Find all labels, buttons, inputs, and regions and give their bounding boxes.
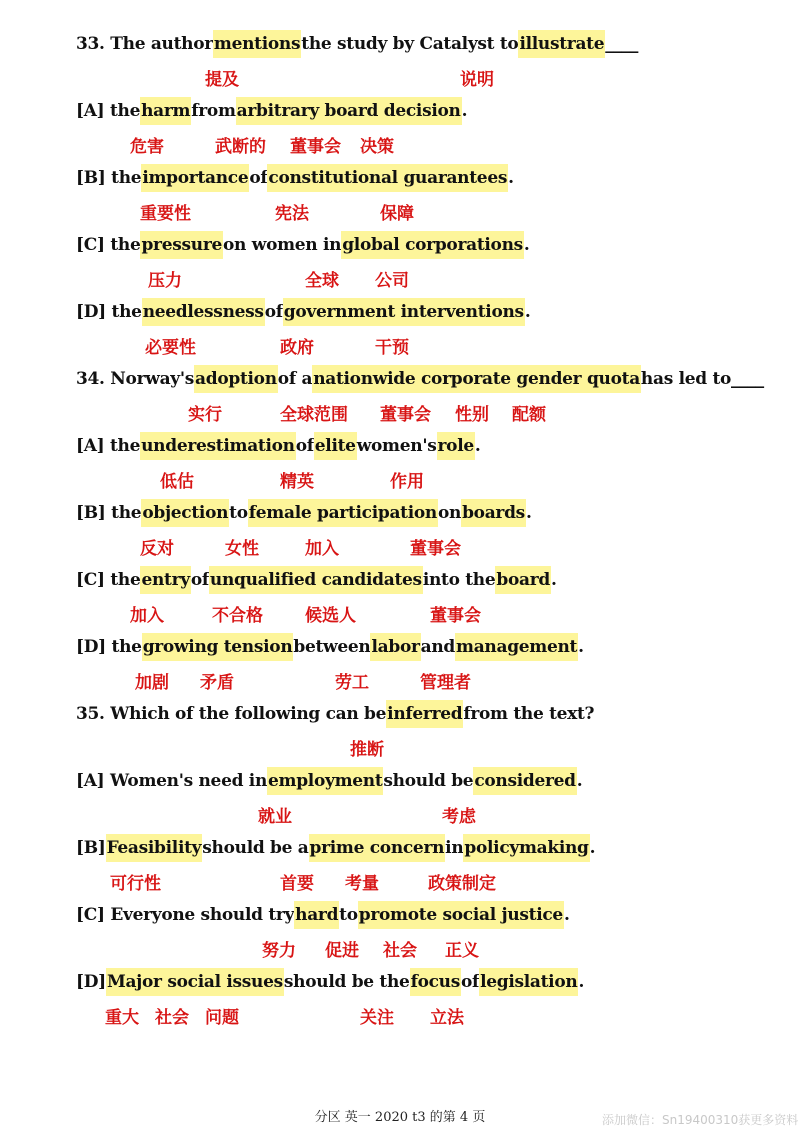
text-segment: ____	[605, 34, 639, 54]
text-segment: .	[461, 101, 468, 121]
annotation-gloss: 女性	[225, 539, 259, 559]
annotation-gloss: 董事会	[380, 405, 431, 425]
text-segment: in	[445, 838, 464, 858]
text-segment: of	[190, 570, 209, 590]
annotation-gloss: 政策制定	[428, 874, 496, 894]
text-segment: the study by Catalyst to	[301, 34, 519, 54]
text-segment: from	[191, 101, 236, 121]
highlighted-keyword: considered	[473, 767, 576, 795]
annotation-gloss: 宪法	[275, 204, 309, 224]
annotation-gloss: 首要	[280, 874, 314, 894]
text-segment: [A] Women's need in	[76, 771, 268, 791]
text-segment: women's	[356, 436, 437, 456]
annotation-gloss: 配额	[512, 405, 546, 425]
highlighted-keyword: board	[495, 566, 551, 594]
text-segment: from the text?	[463, 704, 595, 724]
highlighted-keyword: entry	[140, 566, 190, 594]
text-segment: .	[474, 436, 481, 456]
highlighted-keyword: nationwide corporate gender quota	[312, 365, 641, 393]
annotation-gloss: 正义	[445, 941, 479, 961]
text-segment: and	[420, 637, 456, 657]
annotation-gloss: 考虑	[442, 807, 476, 827]
annotation-gloss: 社会	[155, 1008, 189, 1028]
text-segment: .	[508, 168, 514, 188]
text-segment: [C] the	[76, 235, 141, 255]
annotation-gloss: 全球范围	[280, 405, 348, 425]
annotation-gloss: 重要性	[140, 204, 191, 224]
highlighted-keyword: focus	[410, 968, 461, 996]
text-segment: [B]	[76, 838, 106, 858]
highlighted-keyword: constitutional guarantees	[267, 164, 508, 192]
text-segment: .	[576, 771, 583, 791]
highlighted-keyword: policymaking	[463, 834, 589, 862]
text-segment: on	[437, 503, 462, 523]
annotation-gloss: 保障	[380, 204, 414, 224]
highlighted-keyword: pressure	[140, 231, 223, 259]
text-segment: [A] the	[76, 101, 141, 121]
annotation-gloss: 推断	[350, 740, 384, 760]
answer-option	[76, 767, 582, 795]
page-footer: 分区 英一 2020 t3 的第 4 页	[314, 1110, 486, 1125]
text-segment: [A] the	[76, 436, 141, 456]
annotation-gloss: 关注	[360, 1008, 394, 1028]
highlighted-keyword: employment	[267, 767, 383, 795]
text-segment: of a	[277, 369, 313, 389]
text-segment: between	[293, 637, 371, 657]
annotation-gloss: 武断的	[215, 137, 266, 157]
answer-option	[76, 164, 514, 192]
annotation-gloss: 立法	[430, 1008, 464, 1028]
highlighted-keyword: boards	[461, 499, 526, 527]
text-segment: 33. The author	[76, 34, 213, 54]
text-segment: [D] the	[76, 302, 142, 322]
answer-option	[76, 231, 530, 259]
highlighted-keyword: promote social justice	[358, 901, 564, 929]
text-segment: to	[229, 503, 248, 523]
answer-option	[76, 499, 532, 527]
annotation-gloss: 危害	[130, 137, 164, 157]
highlighted-keyword: illustrate	[518, 30, 605, 58]
text-segment: .	[589, 838, 596, 858]
highlighted-keyword: legislation	[479, 968, 578, 996]
annotation-gloss: 提及	[205, 70, 239, 90]
answer-option	[76, 432, 481, 460]
question-stem	[76, 365, 764, 393]
watermark: 添加微信：Sn19400310获更多资料	[602, 1113, 799, 1127]
text-segment: into the	[422, 570, 496, 590]
highlighted-keyword: Feasibility	[106, 834, 203, 862]
answer-option	[76, 633, 584, 661]
answer-option	[76, 968, 584, 996]
text-segment: on women in	[223, 235, 342, 255]
annotation-gloss: 加入	[305, 539, 339, 559]
text-segment: .	[578, 972, 585, 992]
text-segment: [B] the	[76, 168, 142, 188]
annotation-gloss: 重大	[105, 1008, 139, 1028]
highlighted-keyword: needlessness	[142, 298, 265, 326]
annotation-gloss: 劳工	[335, 673, 369, 693]
annotation-gloss: 压力	[148, 271, 182, 291]
annotation-gloss: 加剧	[135, 673, 169, 693]
text-segment: 35. Which of the following can be	[76, 704, 387, 724]
highlighted-keyword: unqualified candidates	[209, 566, 423, 594]
highlighted-keyword: management	[455, 633, 578, 661]
highlighted-keyword: inferred	[386, 700, 463, 728]
highlighted-keyword: growing tension	[142, 633, 294, 661]
text-segment: should be the	[283, 972, 410, 992]
text-segment: .	[525, 503, 532, 523]
annotation-gloss: 就业	[258, 807, 292, 827]
annotation-gloss: 干预	[375, 338, 409, 358]
answer-option	[76, 566, 557, 594]
highlighted-keyword: female participation	[248, 499, 438, 527]
text-segment: of	[249, 168, 268, 188]
text-segment: to	[339, 905, 358, 925]
highlighted-keyword: harm	[140, 97, 191, 125]
annotation-gloss: 可行性	[110, 874, 161, 894]
text-segment: [C] Everyone should try	[76, 905, 295, 925]
text-segment: 34. Norway's	[76, 369, 195, 389]
annotation-gloss: 不合格	[212, 606, 263, 626]
annotation-gloss: 作用	[390, 472, 424, 492]
text-segment: of	[461, 972, 480, 992]
highlighted-keyword: underestimation	[140, 432, 296, 460]
annotation-gloss: 问题	[205, 1008, 239, 1028]
highlighted-keyword: prime concern	[309, 834, 446, 862]
highlighted-keyword: Major social issues	[106, 968, 284, 996]
annotation-gloss: 精英	[280, 472, 314, 492]
annotation-gloss: 政府	[280, 338, 314, 358]
highlighted-keyword: elite	[314, 432, 357, 460]
question-stem	[76, 30, 638, 58]
text-segment: [D]	[76, 972, 106, 992]
highlighted-keyword: government interventions	[283, 298, 525, 326]
annotation-gloss: 低估	[160, 472, 194, 492]
answer-option	[76, 901, 570, 929]
answer-option	[76, 834, 595, 862]
annotation-gloss: 加入	[130, 606, 164, 626]
text-segment: .	[563, 905, 570, 925]
annotation-gloss: 董事会	[290, 137, 341, 157]
annotation-gloss: 决策	[360, 137, 394, 157]
highlighted-keyword: global corporations	[341, 231, 524, 259]
annotation-gloss: 必要性	[145, 338, 196, 358]
annotation-gloss: 实行	[188, 405, 222, 425]
annotation-gloss: 董事会	[410, 539, 461, 559]
text-segment: [B] the	[76, 503, 142, 523]
highlighted-keyword: objection	[141, 499, 229, 527]
annotation-gloss: 管理者	[420, 673, 471, 693]
annotation-gloss: 全球	[305, 271, 339, 291]
annotation-gloss: 反对	[140, 539, 174, 559]
answer-option	[76, 97, 467, 125]
text-segment: .	[523, 235, 530, 255]
text-segment: of	[295, 436, 314, 456]
text-segment: of	[264, 302, 283, 322]
annotation-gloss: 矛盾	[200, 673, 234, 693]
highlighted-keyword: labor	[370, 633, 420, 661]
highlighted-keyword: mentions	[213, 30, 301, 58]
text-segment: should be a	[202, 838, 309, 858]
text-segment: .	[578, 637, 584, 657]
text-segment: .	[550, 570, 557, 590]
highlighted-keyword: importance	[141, 164, 249, 192]
annotation-gloss: 董事会	[430, 606, 481, 626]
highlighted-keyword: hard	[294, 901, 339, 929]
highlighted-keyword: arbitrary board decision	[236, 97, 462, 125]
annotation-gloss: 社会	[383, 941, 417, 961]
text-segment: [D] the	[76, 637, 142, 657]
question-stem	[76, 700, 594, 728]
annotation-gloss: 公司	[375, 271, 409, 291]
annotation-gloss: 促进	[325, 941, 359, 961]
highlighted-keyword: adoption	[194, 365, 278, 393]
text-segment: .	[524, 302, 531, 322]
answer-option	[76, 298, 530, 326]
text-segment: [C] the	[76, 570, 141, 590]
highlighted-keyword: role	[437, 432, 475, 460]
text-segment: has led to____	[640, 369, 764, 389]
annotation-gloss: 努力	[262, 941, 296, 961]
annotation-gloss: 考量	[345, 874, 379, 894]
annotation-gloss: 候选人	[305, 606, 356, 626]
annotation-gloss: 说明	[460, 70, 494, 90]
annotation-gloss: 性别	[455, 405, 489, 425]
text-segment: should be	[383, 771, 474, 791]
